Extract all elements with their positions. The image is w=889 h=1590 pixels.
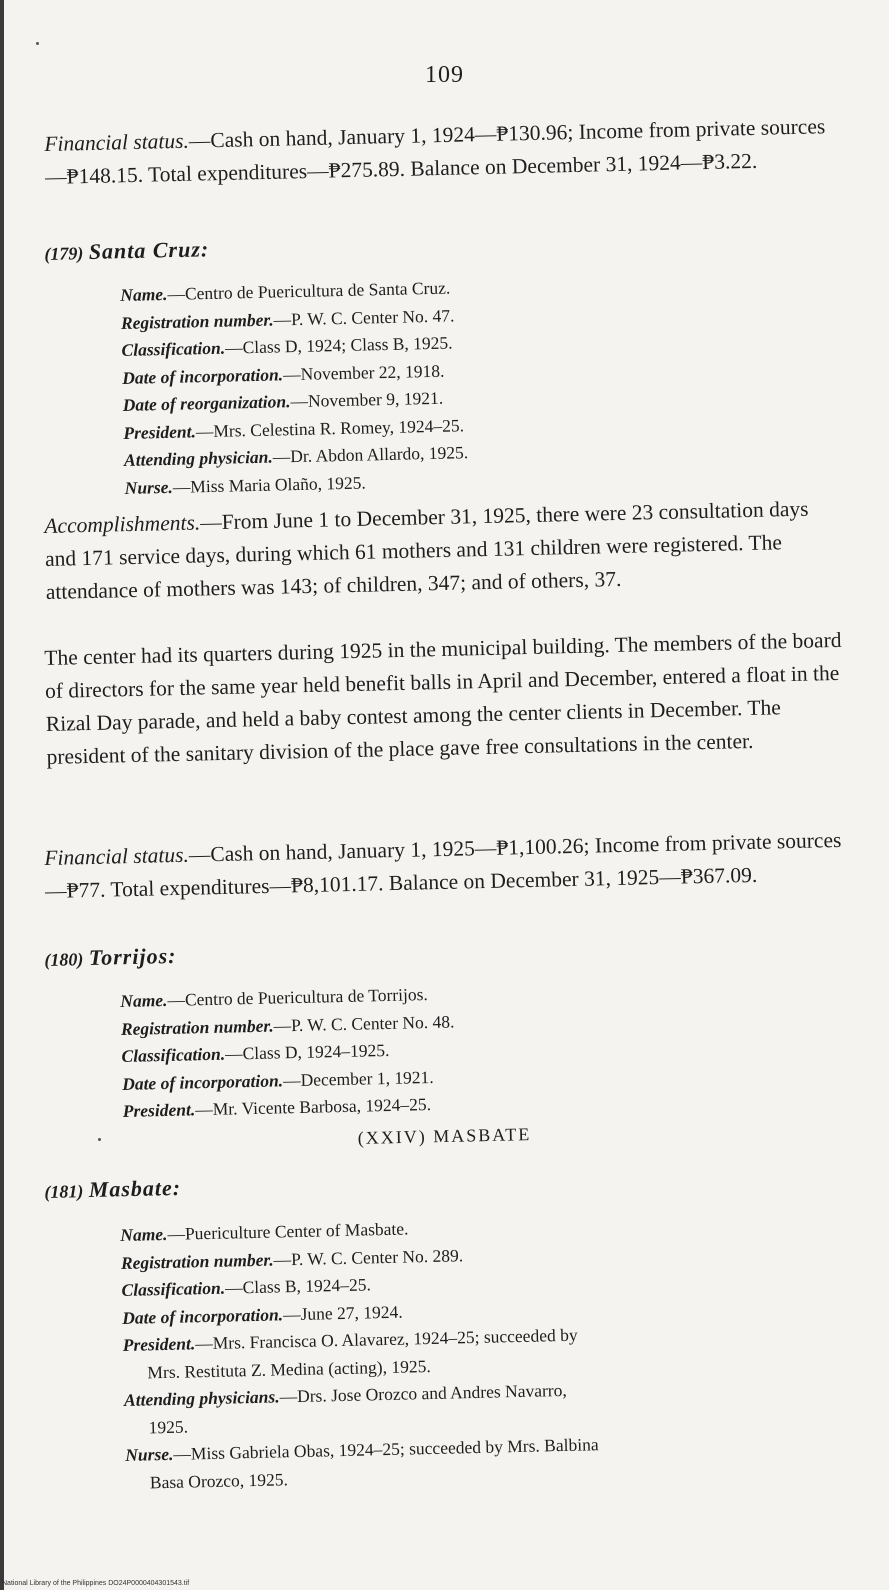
entry-number: (180) xyxy=(44,949,84,970)
santa-cruz-entries xyxy=(120,266,845,502)
entry-president: President.—Mrs. Francisca O. Alavarez, 1924–25; succeeded by Mrs. Restituta Z. Medina (acting), 1925. xyxy=(122,1324,578,1382)
entry-incorporation: Date of incorporation.—November 22, 1918. xyxy=(121,360,445,388)
place-name: Torrijos: xyxy=(88,943,177,970)
heading-torrijos xyxy=(44,943,177,972)
entry-name: Name.—Centro de Puericultura de Santa Cruz. xyxy=(120,277,451,305)
entry-president: President.—Mrs. Celestina R. Romey, 1924–25. xyxy=(123,414,465,443)
entry-physician: Attending physician.—Dr. Abdon Allardo, 1925. xyxy=(123,442,469,470)
entry-incorporation: Date of incorporation.—June 27, 1924. xyxy=(121,1301,403,1328)
entry-registration: Registration number.—P. W. C. Center No. 289. xyxy=(120,1244,464,1273)
paragraph-lead: Accomplishments. xyxy=(44,510,201,538)
entry-name: Name.—Puericulture Center of Masbate. xyxy=(120,1218,409,1245)
financial-status-1924 xyxy=(44,110,845,194)
paragraph-text: —From June 1 to December 31, 1925, there were 23 consultation days and 171 service days, during which 61 mothers and 131 children were registered. The attendance of mothers was 143; of children, 347; and of others, 37. xyxy=(44,496,809,604)
accomplishments-paragraph xyxy=(44,492,846,609)
scan-footer: National Library of the Philippines DO24P0000404301543.tif xyxy=(2,1580,190,1587)
entry-nurse: Nurse.—Miss Gabriela Obas, 1924–25; succeeded by Mrs. Balbina Basa Orozco, 1925. xyxy=(125,1434,599,1492)
paragraph-text: The center had its quarters during 1925 in the municipal building. The members of the board of directors for the same year held benefit balls in April and December, entered a float in the Rizal Day parade, and held a baby contest among the center clients in December. The president of the sanitary division of the place gave free consultations in the center. xyxy=(44,627,842,769)
entry-classification: Classification.—Class D, 1924; Class B, 1925. xyxy=(121,332,453,360)
entry-nurse: Nurse.—Miss Maria Olaño, 1925. xyxy=(124,471,366,498)
center-activities-paragraph xyxy=(44,624,847,774)
paragraph-lead: Financial status. xyxy=(44,128,190,156)
section-title-masbate: (XXIV) MASBATE xyxy=(357,1124,532,1148)
entry-name: Name.—Centro de Puericultura de Torrijos. xyxy=(120,984,429,1011)
entry-registration: Registration number.—P. W. C. Center No. 48. xyxy=(120,1010,455,1039)
page-number: 109 xyxy=(425,62,464,88)
entry-physicians: Attending physicians.—Drs. Jose Orozco and Andres Navarro, 1925. xyxy=(123,1379,567,1437)
entry-number: (179) xyxy=(44,243,84,264)
paragraph-lead: Financial status. xyxy=(44,842,190,870)
entry-incorporation: Date of incorporation.—December 1, 1921. xyxy=(121,1066,434,1094)
torrijos-entries xyxy=(120,972,843,1126)
entry-number: (181) xyxy=(44,1181,84,1202)
entry-classification: Classification.—Class D, 1924–1925. xyxy=(121,1039,390,1066)
place-name: Masbate: xyxy=(88,1174,182,1202)
paragraph-text: —Cash on hand, January 1, 1925—₱1,100.26; Income from private sources—₱77. Total expenditures—₱8,101.17. Balance on December 31, 1925—₱367.09. xyxy=(44,827,842,903)
entry-president: President.—Mr. Vicente Barbosa, 1924–25. xyxy=(122,1093,432,1121)
entry-registration: Registration number.—P. W. C. Center No. 47. xyxy=(120,304,455,333)
heading-masbate xyxy=(44,1175,181,1204)
entry-reorganization: Date of reorganization.—November 9, 1921. xyxy=(122,387,444,415)
heading-santa-cruz xyxy=(44,236,210,266)
paragraph-text: —Cash on hand, January 1, 1924—₱130.96; Income from private sources—₱148.15. Total expenditures—₱275.89. Balance on December 31, 1924—₱3.22. xyxy=(44,114,826,189)
place-name: Santa Cruz: xyxy=(88,236,210,264)
financial-status-1925 xyxy=(44,824,845,908)
entry-classification: Classification.—Class B, 1924–25. xyxy=(121,1274,372,1300)
masbate-entries xyxy=(120,1206,846,1497)
